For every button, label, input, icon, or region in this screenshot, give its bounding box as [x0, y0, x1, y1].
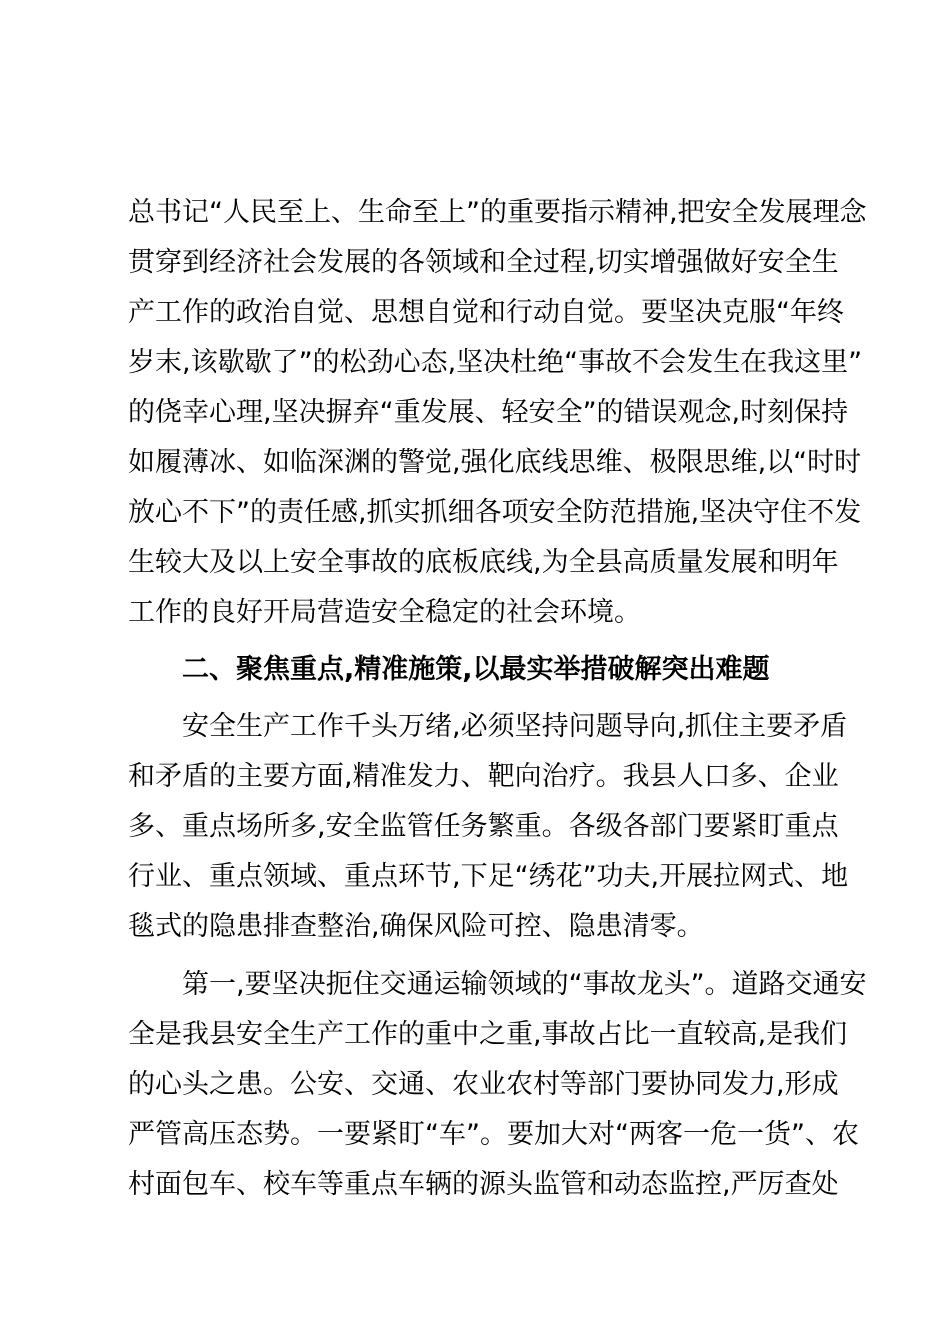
text-line: 第一,要坚决扼住交通运输领域的“事故龙头”。道路交通安 [182, 969, 867, 1000]
text-line: 全是我县安全生产工作的重中之重,事故占比一直较高,是我们 [128, 1019, 848, 1050]
text-line: 严管高压态势。一要紧盯“车”。要加大对“两客一危一货”、农 [128, 1119, 859, 1150]
paragraph-2 [128, 702, 849, 952]
text-line: 毯式的隐患排查整治,确保风险可控、隐患清零。 [128, 911, 704, 942]
text-line: 多、重点场所多,安全监管任务繁重。各级各部门要紧盯重点 [128, 811, 839, 842]
section-heading: 二、聚焦重点,精准施策,以最实举措破解突出难题 [182, 654, 770, 685]
paragraph-1 [128, 188, 867, 638]
text-line: 安全生产工作千头万绪,必须坚持问题导向,抓住主要矛盾 [182, 711, 848, 742]
text-line: 的心头之患。公安、交通、农业农村等部门要协同发力,形成 [128, 1069, 839, 1100]
text-line: 工作的良好开局营造安全稳定的社会环境。 [128, 597, 641, 628]
text-line: 总书记“人民至上、生命至上”的重要指示精神,把安全发展理念 [128, 197, 867, 228]
paragraph-3 [128, 960, 867, 1210]
text-line: 生较大及以上安全事故的底板底线,为全县高质量发展和明年 [128, 547, 839, 578]
text-line: 和矛盾的主要方面,精准发力、靶向治疗。我县人口多、企业 [128, 761, 839, 792]
text-line: 岁末,该歇歇了”的松劲心态,坚决杜绝“事故不会发生在我这里” [128, 347, 863, 378]
text-line: 产工作的政治自觉、思想自觉和行动自觉。要坚决克服“年终 [128, 297, 844, 328]
text-line: 贯穿到经济社会发展的各领域和全过程,切实增强做好安全生 [128, 247, 839, 278]
text-line: 的侥幸心理,坚决摒弃“重发展、轻安全”的错误观念,时刻保持 [128, 397, 849, 428]
text-line: 放心不下”的责任感,抓实抓细各项安全防范措施,坚决守住不发 [128, 497, 862, 528]
text-line: 村面包车、校车等重点车辆的源头监管和动态监控,严厉查处 [128, 1169, 839, 1200]
text-line: 如履薄冰、如临深渊的警觉,强化底线思维、极限思维,以“时时 [128, 447, 862, 478]
text-line: 行业、重点领域、重点环节,下足“绣花”功夫,开展拉网式、地 [128, 861, 849, 892]
